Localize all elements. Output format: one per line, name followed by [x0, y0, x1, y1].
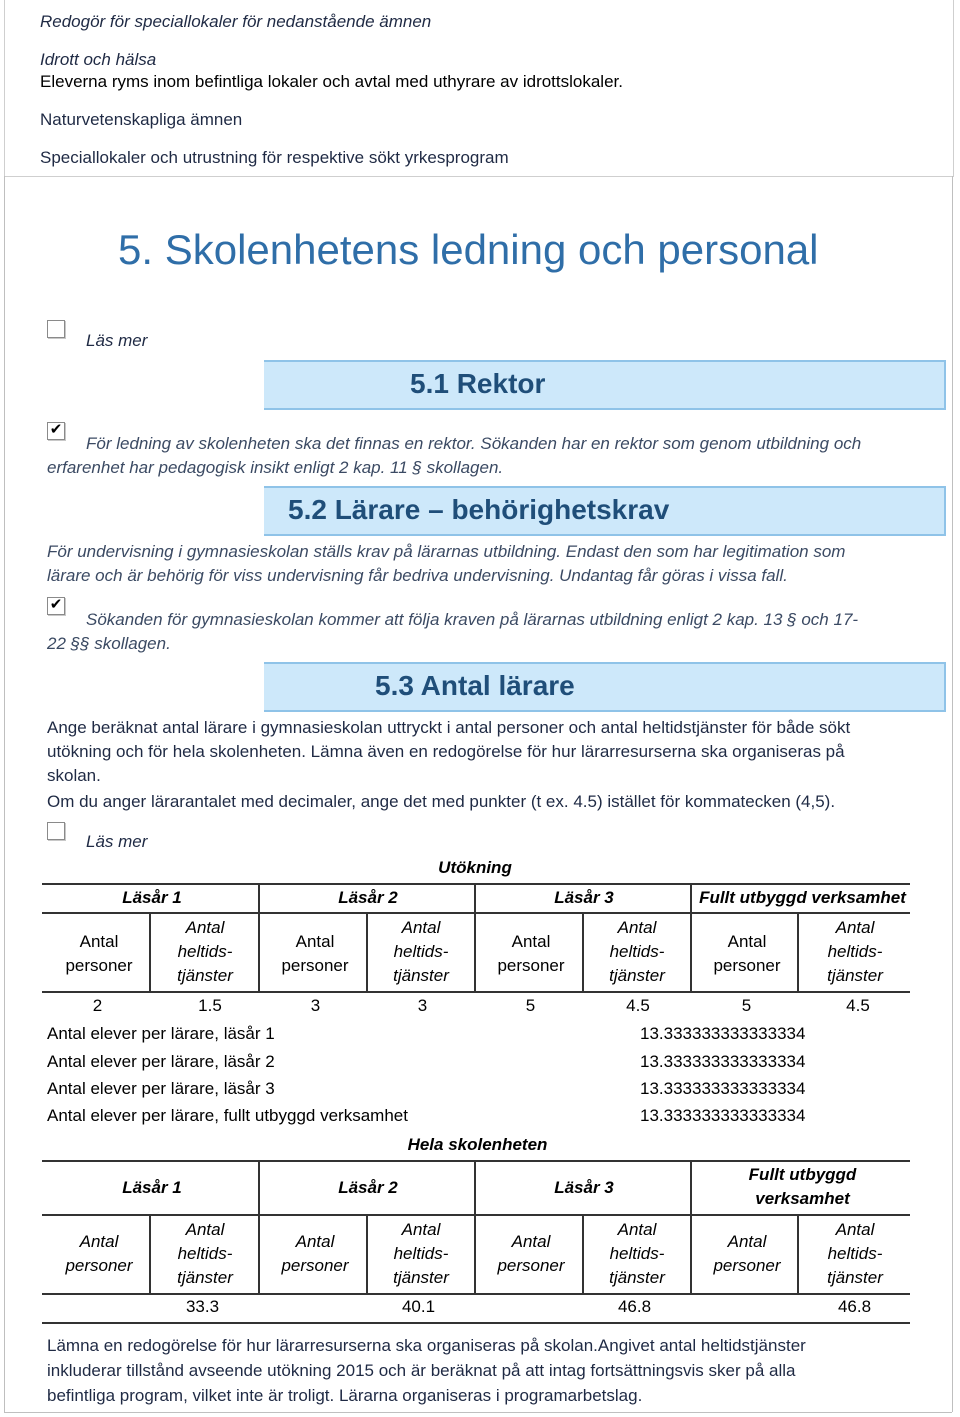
u-col-personer-4-a: Antal — [727, 932, 767, 951]
u-divider-5 — [582, 912, 584, 992]
closing-text-b: inkluderar tillstånd avseende utökning 2015 och är beräknat på att intag fortsättningsvis sker på alla — [47, 1361, 796, 1380]
u-col-heltid-2-c: tjänster — [393, 966, 449, 985]
utokning-group-3: Läsår 3 — [554, 888, 614, 907]
u-col-heltid-4-c: tjänster — [827, 966, 883, 985]
utokning-header-rule — [42, 991, 910, 993]
h-col-heltid-3-c: tjänster — [609, 1268, 665, 1287]
utokning-group-4: Fullt utbyggd verksamhet — [699, 888, 906, 907]
las-mer-checkbox-2[interactable] — [47, 822, 65, 840]
las-mer-link-1[interactable]: Läs mer — [86, 331, 148, 350]
h-col-heltid-4-a: Antal — [835, 1220, 875, 1239]
top-subject-1: Idrott och hälsa — [40, 50, 157, 69]
las-mer-checkbox-1[interactable] — [47, 320, 65, 338]
h-col-heltid-4-b: heltids- — [827, 1244, 883, 1263]
u-col-heltid-4-b: heltids- — [827, 942, 883, 961]
ratio-value-2: 13.333333333333334 — [640, 1052, 806, 1071]
hela-group-4 — [690, 1163, 915, 1211]
antal-text-c: skolan. — [47, 766, 101, 785]
h-col-personer-1-a: Antal — [79, 1232, 119, 1251]
h-col-heltid-4 — [812, 1218, 898, 1290]
u-col-heltid-1 — [162, 916, 248, 988]
utokning-group-2: Läsår 2 — [338, 888, 398, 907]
top-subject-2: Naturvetenskapliga ämnen — [40, 110, 243, 129]
u-value-3[interactable]: 3 — [310, 996, 321, 1015]
h-divider-6 — [690, 1162, 692, 1294]
u-col-heltid-3-c: tjänster — [609, 966, 665, 985]
u-col-heltid-4 — [812, 916, 898, 988]
u-col-personer-2-a: Antal — [295, 932, 335, 951]
h-col-personer-3-a: Antal — [511, 1232, 551, 1251]
top-answer-1: Eleverna ryms inom befintliga lokaler och avtal med uthyrare av idrottslokaler. — [40, 72, 623, 91]
hela-group-1: Läsår 1 — [122, 1178, 182, 1197]
u-col-heltid-1-c: tjänster — [177, 966, 233, 985]
h-col-heltid-2-a: Antal — [401, 1220, 441, 1239]
closing-text-c: befintliga program, vilket inte är troligt. Lärarna organiseras i programarbetslag. — [47, 1386, 643, 1405]
hela-title: Hela skolenheten — [407, 1135, 548, 1154]
hela-group-4-b: verksamhet — [755, 1189, 850, 1208]
h-divider-2 — [258, 1162, 260, 1294]
u-col-personer-1-a: Antal — [79, 932, 119, 951]
h-col-personer-2-a: Antal — [295, 1232, 335, 1251]
larare-text-d: 22 §§ skollagen. — [47, 634, 171, 653]
antal-text-b: utökning och för hela skolenheten. Lämna även en redogörelse för hur lärarresurserna ska organiseras på — [47, 742, 845, 761]
frame-left — [4, 176, 5, 1412]
h-col-personer-4 — [704, 1230, 790, 1278]
rektor-text-a: För ledning av skolenheten ska det finnas en rektor. Sökanden har en rektor som genom utbildning och — [86, 434, 862, 453]
h-col-heltid-2-c: tjänster — [393, 1268, 449, 1287]
u-col-personer-3-a: Antal — [511, 932, 551, 951]
las-mer-link-2[interactable]: Läs mer — [86, 832, 148, 851]
u-col-personer-3-b: personer — [497, 956, 565, 975]
hela-top-rule — [42, 1160, 910, 1162]
u-value-7[interactable]: 5 — [741, 996, 752, 1015]
u-value-6[interactable]: 4.5 — [626, 996, 650, 1015]
u-col-heltid-1-a: Antal — [185, 918, 225, 937]
hela-group-4-a: Fullt utbyggd — [748, 1165, 857, 1184]
ratio-label-2: Antal elever per lärare, läsår 2 — [47, 1052, 275, 1071]
ratio-label-3: Antal elever per lärare, läsår 3 — [47, 1079, 275, 1098]
u-divider-2 — [258, 885, 260, 992]
u-divider-1 — [149, 912, 151, 992]
rektor-checkbox[interactable]: ✔ — [47, 422, 65, 440]
larare-checkbox[interactable]: ✔ — [47, 597, 65, 615]
h-value-2: 40.1 — [401, 1297, 436, 1316]
h-col-personer-4-a: Antal — [727, 1232, 767, 1251]
larare-text-c: Sökanden för gymnasieskolan kommer att följa kraven på lärarnas utbildning enligt 2 kap. 13 § och 17- — [86, 610, 859, 629]
u-value-8[interactable]: 4.5 — [846, 996, 870, 1015]
u-col-heltid-2-a: Antal — [401, 918, 441, 937]
h-col-heltid-3-b: heltids- — [609, 1244, 665, 1263]
utokning-title: Utökning — [438, 858, 512, 877]
frame-right — [952, 176, 953, 1412]
u-col-heltid-3-a: Antal — [617, 918, 657, 937]
u-divider-4 — [474, 885, 476, 992]
u-divider-3 — [366, 912, 368, 992]
u-col-heltid-2 — [378, 916, 464, 988]
h-col-heltid-1-a: Antal — [185, 1220, 225, 1239]
u-value-2[interactable]: 1.5 — [198, 996, 222, 1015]
u-col-personer-1 — [56, 930, 142, 978]
rektor-text-b: erfarenhet har pedagogisk insikt enligt 2 kap. 11 § skollagen. — [47, 458, 504, 477]
h-col-heltid-1-c: tjänster — [177, 1268, 233, 1287]
h-col-personer-3 — [488, 1230, 574, 1278]
u-col-heltid-3 — [594, 916, 680, 988]
h-divider-5 — [582, 1214, 584, 1294]
h-divider-7 — [797, 1214, 799, 1294]
section-5-title: 5. Skolenhetens ledning och personal — [118, 226, 819, 273]
section-5-3-title: 5.3 Antal lärare — [375, 670, 575, 701]
u-value-4[interactable]: 3 — [417, 996, 428, 1015]
top-heading: Redogör för speciallokaler för nedanstående ämnen — [40, 12, 432, 31]
section-5-1-band — [264, 360, 946, 410]
top-subject-3: Speciallokaler och utrustning för respektive sökt yrkesprogram — [40, 148, 509, 167]
u-col-personer-4 — [704, 930, 790, 978]
u-divider-7 — [797, 912, 799, 992]
h-value-1: 33.3 — [185, 1297, 220, 1316]
u-col-heltid-4-a: Antal — [835, 918, 875, 937]
ratio-value-4: 13.333333333333334 — [640, 1106, 806, 1125]
u-col-personer-3 — [488, 930, 574, 978]
u-col-heltid-1-b: heltids- — [177, 942, 233, 961]
u-divider-6 — [690, 885, 692, 992]
utokning-group-rule — [42, 912, 910, 914]
h-value-3: 46.8 — [617, 1297, 652, 1316]
ratio-value-3: 13.333333333333334 — [640, 1079, 806, 1098]
section-5-1-title: 5.1 Rektor — [410, 368, 546, 399]
u-col-personer-2 — [272, 930, 358, 978]
h-divider-1 — [149, 1214, 151, 1294]
u-col-heltid-3-b: heltids- — [609, 942, 665, 961]
frame-bottom — [4, 1412, 952, 1413]
section-5-3-band — [264, 662, 946, 712]
antal-text-a: Ange beräknat antal lärare i gymnasieskolan uttryckt i antal personer och antal heltidstjänster för både sökt — [47, 718, 851, 737]
ratio-label-1: Antal elever per lärare, läsår 1 — [47, 1024, 275, 1043]
closing-text-a: Lämna en redogörelse för hur lärarresurserna ska organiseras på skolan.Angivet antal heltidstjänster — [47, 1336, 806, 1355]
section-5-2-title: 5.2 Lärare – behörighetskrav — [288, 494, 670, 525]
utokning-top-rule — [42, 883, 910, 885]
h-col-heltid-4-c: tjänster — [827, 1268, 883, 1287]
larare-text-b: lärare och är behörig för viss undervisning får bedriva undervisning. Undantag får göras i vissa fall. — [47, 566, 788, 585]
h-value-4: 46.8 — [837, 1297, 872, 1316]
h-col-personer-3-b: personer — [497, 1256, 565, 1275]
h-divider-4 — [474, 1162, 476, 1294]
h-divider-3 — [366, 1214, 368, 1294]
u-col-personer-1-b: personer — [65, 956, 133, 975]
hela-group-3: Läsår 3 — [554, 1178, 614, 1197]
utokning-group-1: Läsår 1 — [122, 888, 182, 907]
h-col-heltid-1 — [162, 1218, 248, 1290]
h-col-personer-1 — [56, 1230, 142, 1278]
h-col-personer-1-b: personer — [65, 1256, 133, 1275]
h-col-heltid-2 — [378, 1218, 464, 1290]
ratio-label-4: Antal elever per lärare, fullt utbyggd verksamhet — [47, 1106, 408, 1125]
h-col-personer-2 — [272, 1230, 358, 1278]
hela-group-2: Läsår 2 — [338, 1178, 398, 1197]
ratio-value-1: 13.333333333333334 — [640, 1024, 806, 1043]
antal-text-d: Om du anger lärarantalet med decimaler, ange det med punkter (t ex. 4.5) istället för kommatecken (4,5). — [47, 792, 836, 811]
h-col-heltid-3 — [594, 1218, 680, 1290]
u-col-heltid-2-b: heltids- — [393, 942, 449, 961]
h-col-heltid-1-b: heltids- — [177, 1244, 233, 1263]
u-value-5[interactable]: 5 — [525, 996, 536, 1015]
hela-header-rule — [42, 1293, 910, 1295]
h-col-heltid-2-b: heltids- — [393, 1244, 449, 1263]
h-col-heltid-3-a: Antal — [617, 1220, 657, 1239]
u-value-1[interactable]: 2 — [92, 996, 103, 1015]
u-col-personer-4-b: personer — [713, 956, 781, 975]
hela-bottom-rule — [42, 1322, 910, 1324]
h-col-personer-4-b: personer — [713, 1256, 781, 1275]
larare-text-a: För undervisning i gymnasieskolan ställs krav på lärarnas utbildning. Endast den som har legitimation som — [47, 542, 846, 561]
h-col-personer-2-b: personer — [281, 1256, 349, 1275]
hela-group-rule — [42, 1214, 910, 1216]
u-col-personer-2-b: personer — [281, 956, 349, 975]
